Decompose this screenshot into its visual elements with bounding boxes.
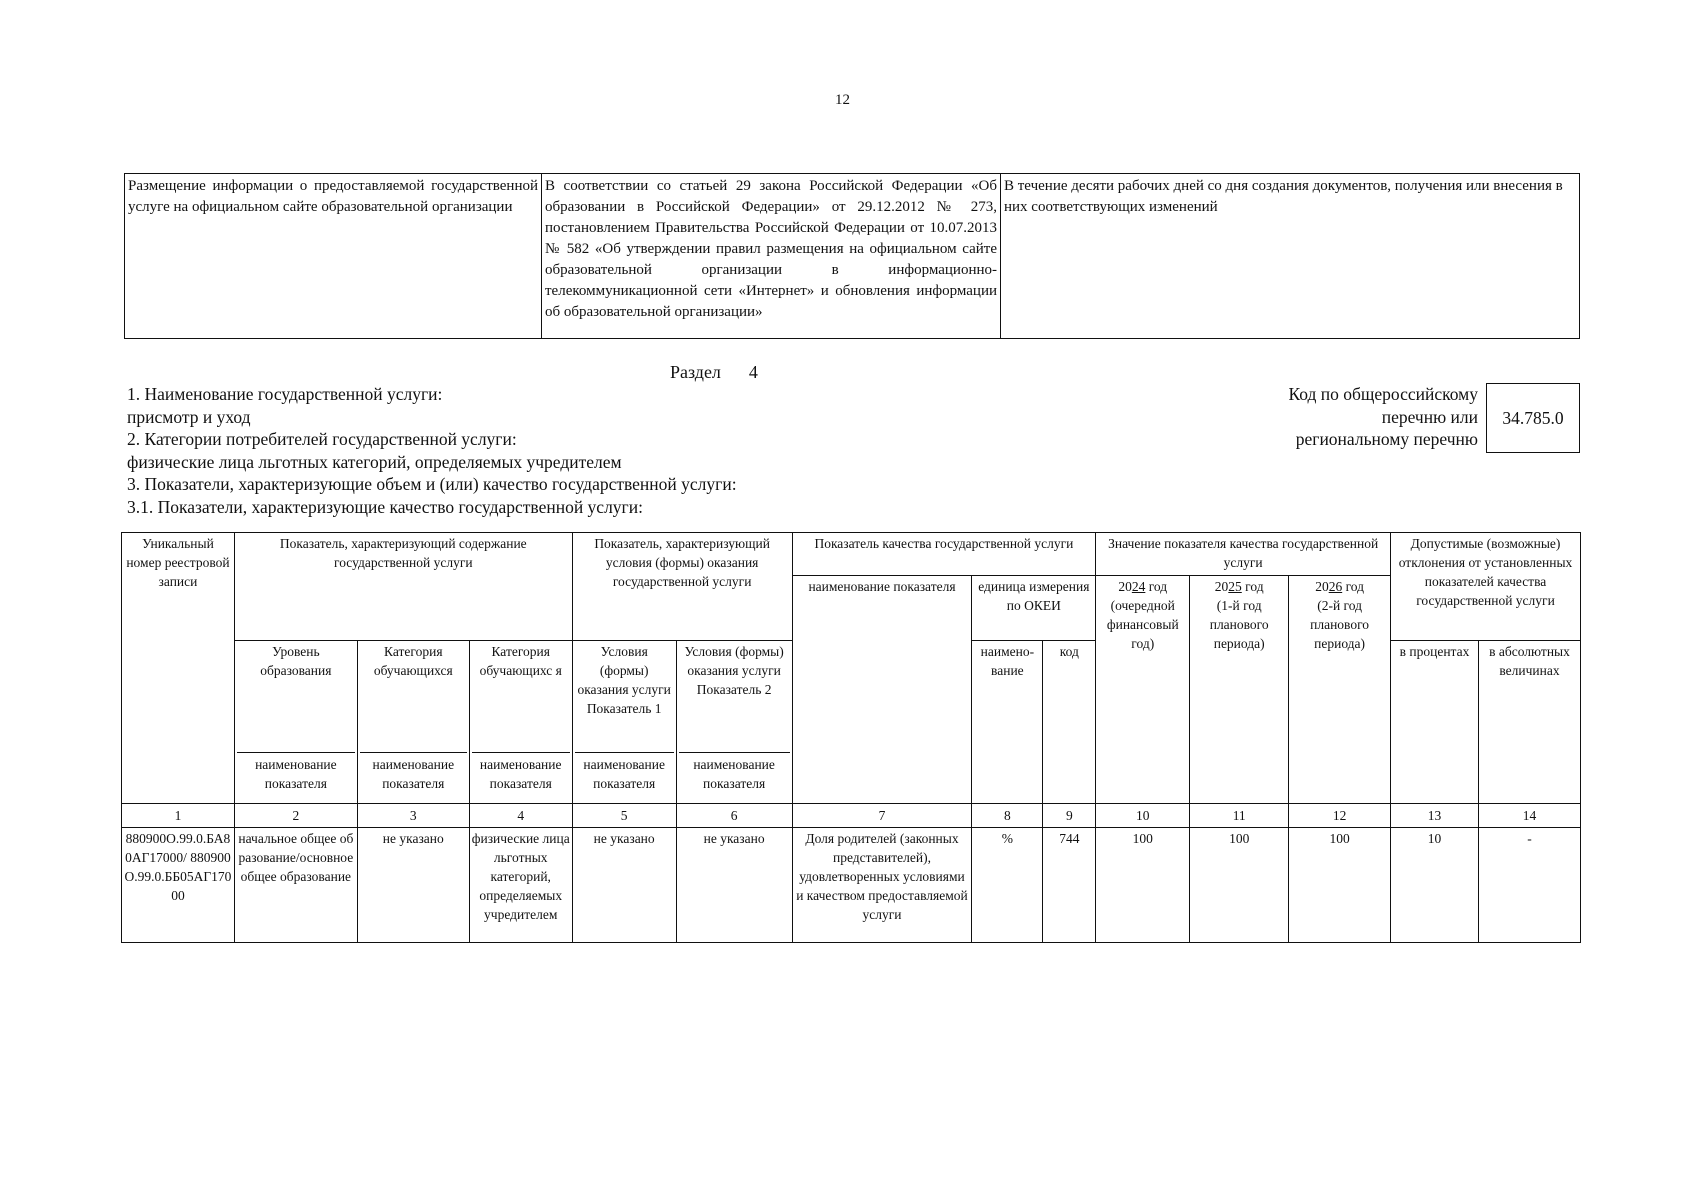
cell-deviation-percent: 10 [1391,828,1479,943]
header-unique-number: Уникальный номер реестровой записи [122,533,235,804]
year-description: (1-й год планового периода) [1209,598,1269,651]
column-number: 4 [469,804,572,828]
quality-indicators-table [121,532,1581,943]
info-table [124,173,1580,339]
page-number: 12 [835,92,850,108]
column-number: 11 [1190,804,1289,828]
line-indicators: 3. Показатели, характеризующие объем и (или) качество государственной услуги: [127,474,737,494]
header-unit-code: код [1043,641,1096,804]
year-suffix: год [1148,579,1168,594]
header-allowed-deviation: Допустимые (возможные) отклонения от установленных показателей качества государственной услуги [1391,533,1581,641]
header-year-1 [1096,576,1190,804]
header-condition-2-label: Условия (формы) оказания услуги Показатель 2 [684,644,784,697]
header-level-label: Уровень образования [260,644,332,678]
header-unit-name: наимено-вание [972,641,1043,804]
line-service-name: присмотр и уход [127,406,251,427]
info-cell-frequency: В течение десяти рабочих дней со дня создания документов, получения или внесения в них соответствующих изменений [1001,174,1580,339]
cell-unit-name: % [972,828,1043,943]
year-value: 24 [1131,579,1146,594]
line-service-name-label: 1. Наименование государственной услуги: [127,384,443,404]
header-category-1-label: Категория обучающихся [373,644,453,678]
line-consumers-label: 2. Категории потребителей государственной услуги: [127,429,517,449]
section-label: Раздел [670,362,721,382]
header-indicator-name: наименование показателя [792,576,972,804]
year-prefix: 20 [1214,579,1229,594]
year-description: (2-й год планового периода) [1310,598,1370,651]
registry-code-label-line: Код по общероссийскому [1288,384,1478,404]
year-description: (очередной финансовый год) [1106,598,1179,651]
header-unit: единица измерения по ОКЕИ [972,576,1096,641]
year-prefix: 20 [1118,579,1132,594]
column-number: 3 [357,804,469,828]
info-cell-basis: В соответствии со статьей 29 закона Российской Федерации «Об образовании в Российской Федерации» от 29.12.2012 № 273, постановлением Правительства Российской Федерации от 10.07.2013 № 582 «Об утверждении правил размещения на официальном сайте образовательной организации в информационно-телекоммуникационной сети «Интернет» и обновления информации об образовательной организации» [542,174,1001,339]
column-number: 5 [572,804,676,828]
header-deviation-absolute: в абсолютных величинах [1478,641,1580,804]
header-category-1-sub: наименование показателя [360,752,467,793]
year-suffix: год [1245,579,1264,594]
header-indicator-value: Значение показателя качества государственной услуги [1096,533,1391,576]
cell-value-year-2: 100 [1190,828,1289,943]
section-title [670,362,758,383]
column-number: 14 [1478,804,1580,828]
line-quality-indicators: 3.1. Показатели, характеризующие качество государственной услуги: [127,496,643,517]
cell-value-year-3: 100 [1289,828,1391,943]
header-level [234,641,357,804]
registry-code-label [1288,383,1478,451]
year-value: 25 [1228,579,1242,594]
column-number-row [122,804,1581,828]
table-row [125,174,1580,339]
header-quality-indicator: Показатель качества государственной услуги [792,533,1096,576]
header-condition-2-sub: наименование показателя [679,752,790,793]
cell-unit-code: 744 [1043,828,1096,943]
column-number: 12 [1289,804,1391,828]
header-condition-1-sub: наименование показателя [575,752,674,793]
registry-code-label-line: перечню или [1381,406,1478,427]
line-consumers: физические лица льготных категорий, определяемых учредителем [127,451,622,472]
cell-category-1: не указано [357,828,469,943]
year-suffix: год [1345,579,1364,594]
column-number: 2 [234,804,357,828]
cell-condition-2: не указано [676,828,792,943]
column-number: 6 [676,804,792,828]
header-conditions-indicator: Показатель, характеризующий условия (формы) оказания государственной услуги [572,533,792,641]
column-number: 9 [1043,804,1096,828]
header-content-indicator: Показатель, характеризующий содержание государственной услуги [234,533,572,641]
header-year-3 [1289,576,1391,804]
info-cell-title: Размещение информации о предоставляемой государственной услуге на официальном сайте образовательной организации [125,174,542,339]
header-year-2 [1190,576,1289,804]
year-prefix: 20 [1315,579,1329,594]
cell-unique-number: 880900О.99.0.БА80АГ17000/ 880900О.99.0.ББ05АГ17000 [122,828,235,943]
cell-category-2: физические лица льготных категорий, определяемых учредителем [469,828,572,943]
header-category-2-sub: наименование показателя [472,752,570,793]
cell-indicator: Доля родителей (законных представителей), удовлетворенных условиями и качеством предоставляемой услуги [792,828,972,943]
header-condition-1 [572,641,676,804]
table-row [122,828,1581,943]
column-number: 13 [1391,804,1479,828]
registry-code-label-line: региональному перечню [1295,429,1478,449]
column-number: 10 [1096,804,1190,828]
header-category-2 [469,641,572,804]
cell-level: начальное общее образование/основное общее образование [234,828,357,943]
year-value: 26 [1328,579,1343,594]
header-level-sub: наименование показателя [237,752,355,793]
registry-code-value: 34.785.0 [1486,383,1580,453]
table-header-row [122,533,1581,576]
header-condition-2 [676,641,792,804]
column-number: 8 [972,804,1043,828]
column-number: 1 [122,804,235,828]
cell-condition-1: не указано [572,828,676,943]
cell-value-year-1: 100 [1096,828,1190,943]
cell-deviation-absolute: - [1478,828,1580,943]
header-category-2-label: Категория обучающихс я [479,644,562,678]
header-category-1 [357,641,469,804]
registry-code-block [1280,383,1580,453]
header-deviation-percent: в процентах [1391,641,1479,804]
section-number: 4 [748,362,758,382]
service-description [127,383,737,518]
header-condition-1-label: Условия (формы) оказания услуги Показатель 1 [577,644,671,716]
column-number: 7 [792,804,972,828]
